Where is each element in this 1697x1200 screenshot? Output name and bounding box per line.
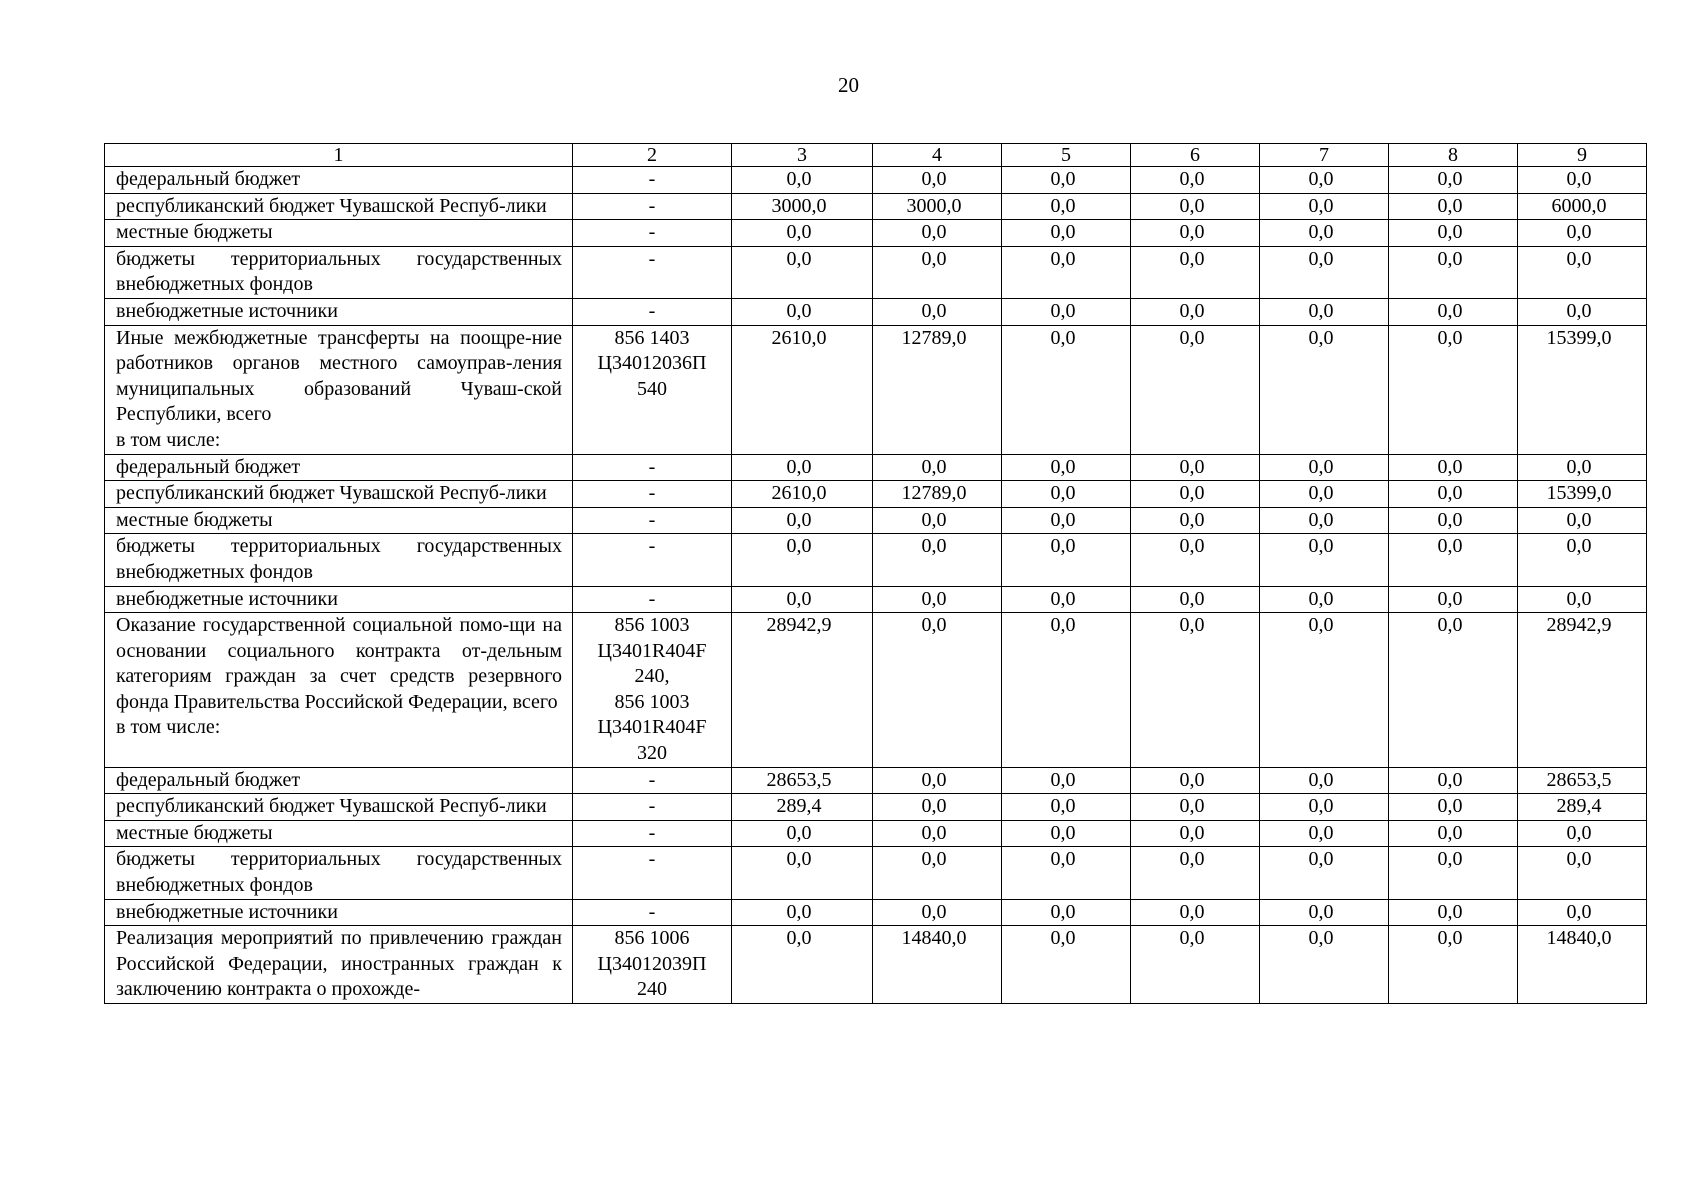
table-row: [105, 899, 1647, 926]
table-row: [105, 847, 1647, 899]
table-row: [105, 586, 1647, 613]
value-cell: 0,0: [1002, 481, 1131, 508]
value-cell: 0,0: [1131, 481, 1260, 508]
budget-table: [104, 143, 1647, 1004]
value-cell: 0,0: [732, 926, 873, 1004]
value-cell: 0,0: [1260, 534, 1389, 586]
value-cell: 0,0: [1002, 847, 1131, 899]
value-cell: 0,0: [1518, 246, 1647, 298]
row-label-cell: [105, 507, 573, 534]
budget-code-cell: -: [573, 534, 732, 586]
value-cell: 0,0: [732, 220, 873, 247]
header-cell: 2: [573, 144, 732, 167]
value-cell: 0,0: [873, 507, 1002, 534]
value-cell: 0,0: [1518, 298, 1647, 325]
value-cell: 0,0: [1518, 820, 1647, 847]
value-cell: 0,0: [732, 167, 873, 194]
value-cell: 289,4: [732, 794, 873, 821]
value-cell: 0,0: [873, 220, 1002, 247]
budget-code-cell: -: [573, 298, 732, 325]
header-cell: 7: [1260, 144, 1389, 167]
row-label-cell: [105, 298, 573, 325]
value-cell: 0,0: [1260, 325, 1389, 454]
page-number: 20: [838, 73, 859, 97]
budget-code-cell: -: [573, 794, 732, 821]
value-cell: 0,0: [1260, 298, 1389, 325]
budget-code-cell: -: [573, 820, 732, 847]
value-cell: 0,0: [873, 767, 1002, 794]
row-label: бюджеты территориальных государственных внебюджетных фондов: [116, 848, 562, 897]
budget-code-cell: -: [573, 220, 732, 247]
value-cell: 0,0: [1389, 899, 1518, 926]
value-cell: 0,0: [1131, 193, 1260, 220]
value-cell: 0,0: [1002, 899, 1131, 926]
value-cell: 0,0: [1389, 767, 1518, 794]
row-label: Оказание государственной социальной помо-щи на основании социального контракта от-дельным категориям граждан за счет средств резервного фонда Правительства Российской Федерации, всего: [116, 614, 562, 713]
value-cell: 0,0: [1131, 454, 1260, 481]
value-cell: 0,0: [1518, 220, 1647, 247]
value-cell: 0,0: [1389, 586, 1518, 613]
value-cell: 0,0: [1518, 534, 1647, 586]
value-cell: 0,0: [1389, 298, 1518, 325]
value-cell: 0,0: [1389, 794, 1518, 821]
budget-code-cell: -: [573, 454, 732, 481]
value-cell: 0,0: [1260, 794, 1389, 821]
table-row: [105, 767, 1647, 794]
table-row: [105, 794, 1647, 821]
value-cell: 0,0: [1260, 481, 1389, 508]
header-cell: 1: [105, 144, 573, 167]
value-cell: 0,0: [1260, 586, 1389, 613]
value-cell: 0,0: [1131, 847, 1260, 899]
value-cell: 0,0: [873, 246, 1002, 298]
value-cell: 0,0: [1131, 820, 1260, 847]
value-cell: 0,0: [1389, 325, 1518, 454]
table-row: [105, 507, 1647, 534]
value-cell: 0,0: [1131, 899, 1260, 926]
value-cell: 0,0: [1002, 454, 1131, 481]
value-cell: 0,0: [1518, 507, 1647, 534]
row-label: внебюджетные источники: [116, 299, 338, 322]
value-cell: 0,0: [1260, 454, 1389, 481]
value-cell: 0,0: [732, 298, 873, 325]
value-cell: 0,0: [732, 507, 873, 534]
value-cell: 0,0: [1002, 534, 1131, 586]
value-cell: 0,0: [1260, 899, 1389, 926]
value-cell: 28653,5: [1518, 767, 1647, 794]
row-label: федеральный бюджет: [116, 768, 301, 791]
row-label-cell: [105, 820, 573, 847]
table-row: [105, 193, 1647, 220]
budget-code-cell: -: [573, 847, 732, 899]
row-label-cell: [105, 613, 573, 768]
value-cell: 0,0: [732, 820, 873, 847]
value-cell: 2610,0: [732, 481, 873, 508]
value-cell: 0,0: [1002, 794, 1131, 821]
row-label-cell: [105, 767, 573, 794]
value-cell: 0,0: [1002, 926, 1131, 1004]
row-label: федеральный бюджет: [116, 168, 301, 190]
value-cell: 0,0: [1260, 220, 1389, 247]
value-cell: 0,0: [1131, 220, 1260, 247]
value-cell: 0,0: [732, 534, 873, 586]
value-cell: 289,4: [1518, 794, 1647, 821]
value-cell: 0,0: [1002, 586, 1131, 613]
value-cell: 0,0: [1389, 613, 1518, 768]
row-label: местные бюджеты: [116, 821, 273, 844]
table-row: [105, 481, 1647, 508]
budget-code-cell: -: [573, 507, 732, 534]
value-cell: 0,0: [1131, 325, 1260, 454]
row-label: Реализация мероприятий по привлечению граждан Российской Федерации, иностранных граждан к заключению контракта о прохожде-: [116, 927, 562, 1001]
value-cell: 0,0: [1389, 193, 1518, 220]
budget-code-cell: 856 1006 Ц34012039П 240: [573, 926, 732, 1004]
row-label: федеральный бюджет: [116, 455, 301, 478]
value-cell: 3000,0: [732, 193, 873, 220]
header-cell: 5: [1002, 144, 1131, 167]
value-cell: 14840,0: [1518, 926, 1647, 1004]
value-cell: 0,0: [1389, 481, 1518, 508]
value-cell: 0,0: [1389, 820, 1518, 847]
value-cell: 0,0: [873, 847, 1002, 899]
value-cell: 0,0: [1131, 534, 1260, 586]
value-cell: 0,0: [1389, 847, 1518, 899]
table-row: [105, 167, 1647, 194]
row-label: внебюджетные источники: [116, 900, 338, 923]
value-cell: 0,0: [1260, 246, 1389, 298]
row-label: бюджеты территориальных государственных внебюджетных фондов: [116, 535, 562, 583]
header-cell: 4: [873, 144, 1002, 167]
budget-code-cell: -: [573, 767, 732, 794]
row-label-cell: [105, 926, 573, 1004]
value-cell: 0,0: [1131, 794, 1260, 821]
row-label-cell: [105, 167, 573, 194]
table-header-row: [105, 144, 1647, 167]
value-cell: 0,0: [732, 847, 873, 899]
value-cell: 28653,5: [732, 767, 873, 794]
table-row: [105, 534, 1647, 586]
value-cell: 0,0: [873, 794, 1002, 821]
value-cell: 2610,0: [732, 325, 873, 454]
value-cell: 0,0: [1131, 767, 1260, 794]
value-cell: 15399,0: [1518, 325, 1647, 454]
table-row: [105, 613, 1647, 768]
budget-code-cell: 856 1403 Ц34012036П 540: [573, 325, 732, 454]
value-cell: 0,0: [1260, 926, 1389, 1004]
value-cell: 3000,0: [873, 193, 1002, 220]
value-cell: 0,0: [1389, 454, 1518, 481]
value-cell: 0,0: [873, 820, 1002, 847]
table-row: [105, 325, 1647, 454]
value-cell: 0,0: [732, 586, 873, 613]
value-cell: 12789,0: [873, 325, 1002, 454]
value-cell: 0,0: [1002, 507, 1131, 534]
value-cell: 0,0: [1002, 325, 1131, 454]
value-cell: 28942,9: [1518, 613, 1647, 768]
value-cell: 0,0: [1389, 220, 1518, 247]
budget-code-cell: -: [573, 193, 732, 220]
table-row: [105, 246, 1647, 298]
row-label: местные бюджеты: [116, 221, 273, 244]
value-cell: 0,0: [1131, 246, 1260, 298]
value-cell: 0,0: [1518, 586, 1647, 613]
value-cell: 0,0: [1002, 820, 1131, 847]
row-label-cell: [105, 325, 573, 454]
value-cell: 0,0: [1260, 847, 1389, 899]
value-cell: 0,0: [732, 454, 873, 481]
value-cell: 0,0: [873, 298, 1002, 325]
value-cell: 0,0: [1002, 767, 1131, 794]
value-cell: 0,0: [1131, 167, 1260, 194]
value-cell: 0,0: [873, 613, 1002, 768]
row-label-cell: [105, 220, 573, 247]
value-cell: 0,0: [1131, 613, 1260, 768]
budget-code-cell: -: [573, 246, 732, 298]
row-label-cell: [105, 899, 573, 926]
value-cell: 0,0: [1260, 613, 1389, 768]
table-row: [105, 298, 1647, 325]
table-row: [105, 220, 1647, 247]
value-cell: 0,0: [1260, 193, 1389, 220]
budget-code-cell: -: [573, 899, 732, 926]
value-cell: 0,0: [1131, 507, 1260, 534]
row-label: Иные межбюджетные трансферты на поощре-ние работников органов местного самоуправ-ления муниципальных образований Чуваш-ской Республики, всего: [116, 326, 562, 426]
table-row: [105, 926, 1647, 1004]
value-cell: 0,0: [1131, 298, 1260, 325]
value-cell: 6000,0: [1518, 193, 1647, 220]
value-cell: 15399,0: [1518, 481, 1647, 508]
row-label: местные бюджеты: [116, 508, 273, 531]
row-label-cell: [105, 847, 573, 899]
value-cell: 0,0: [873, 586, 1002, 613]
value-cell: 0,0: [1002, 193, 1131, 220]
value-cell: 14840,0: [873, 926, 1002, 1004]
row-label: республиканский бюджет Чувашской Респуб-лики: [116, 194, 547, 217]
header-cell: 6: [1131, 144, 1260, 167]
value-cell: 0,0: [1002, 246, 1131, 298]
row-label-cell: [105, 454, 573, 481]
value-cell: 0,0: [873, 899, 1002, 926]
value-cell: 0,0: [1518, 454, 1647, 481]
value-cell: 0,0: [1260, 167, 1389, 194]
value-cell: 0,0: [1518, 847, 1647, 899]
value-cell: 0,0: [873, 534, 1002, 586]
row-label-suffix: в том числе:: [116, 716, 221, 739]
value-cell: 0,0: [1389, 507, 1518, 534]
value-cell: 0,0: [1260, 767, 1389, 794]
value-cell: 0,0: [1518, 167, 1647, 194]
budget-code-cell: -: [573, 586, 732, 613]
value-cell: 0,0: [1131, 926, 1260, 1004]
row-label-suffix: в том числе:: [116, 428, 221, 451]
value-cell: 0,0: [873, 454, 1002, 481]
value-cell: 0,0: [1389, 534, 1518, 586]
row-label-cell: [105, 246, 573, 298]
table-row: [105, 454, 1647, 481]
table-row: [105, 820, 1647, 847]
value-cell: 0,0: [1389, 246, 1518, 298]
row-label-cell: [105, 586, 573, 613]
header-cell: 3: [732, 144, 873, 167]
value-cell: 0,0: [1002, 167, 1131, 194]
value-cell: 0,0: [732, 246, 873, 298]
value-cell: 0,0: [1260, 820, 1389, 847]
row-label-cell: [105, 794, 573, 821]
value-cell: 0,0: [1389, 926, 1518, 1004]
budget-code-cell: 856 1003 Ц3401R404F 240, 856 1003 Ц3401R404F 320: [573, 613, 732, 768]
value-cell: 0,0: [1002, 220, 1131, 247]
row-label: республиканский бюджет Чувашской Респуб-лики: [116, 482, 547, 505]
value-cell: 0,0: [1131, 586, 1260, 613]
value-cell: 0,0: [1518, 899, 1647, 926]
budget-code-cell: -: [573, 167, 732, 194]
value-cell: 0,0: [1002, 613, 1131, 768]
value-cell: 0,0: [1260, 507, 1389, 534]
value-cell: 0,0: [873, 167, 1002, 194]
row-label-cell: [105, 534, 573, 586]
value-cell: 0,0: [1389, 167, 1518, 194]
row-label: внебюджетные источники: [116, 587, 338, 610]
header-cell: 8: [1389, 144, 1518, 167]
row-label-cell: [105, 481, 573, 508]
budget-code-cell: -: [573, 481, 732, 508]
value-cell: 0,0: [1002, 298, 1131, 325]
value-cell: 28942,9: [732, 613, 873, 768]
row-label: республиканский бюджет Чувашской Респуб-лики: [116, 795, 547, 818]
row-label: бюджеты территориальных государственных внебюджетных фондов: [116, 247, 562, 296]
value-cell: 12789,0: [873, 481, 1002, 508]
row-label-cell: [105, 193, 573, 220]
value-cell: 0,0: [732, 899, 873, 926]
header-cell: 9: [1518, 144, 1647, 167]
